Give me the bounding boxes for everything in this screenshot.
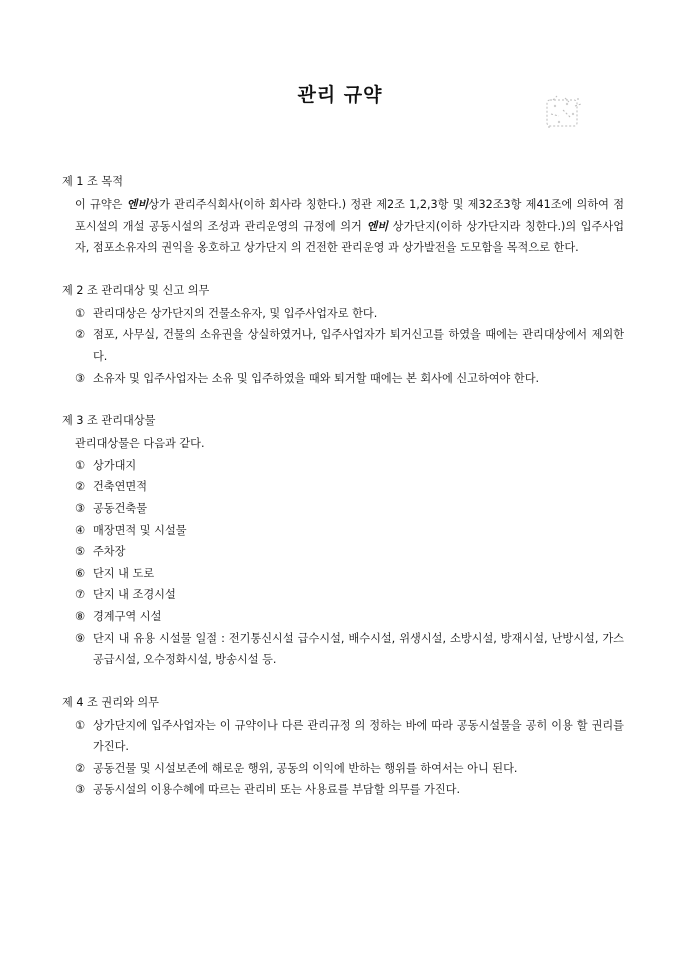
item-number: ① [75, 306, 86, 320]
para-text: 상가단지(이하 상가단지라 칭한다.)의 입주사업자, 점포소유자의 권익을 옹호하고 상가단지 의 건전한 관리운영 과 상가발전을 도모함을 목적으로 한다. [75, 219, 624, 255]
item-text: 상가단지에 입주사업자는 이 규약이나 다른 관리규정 의 정하는 바에 따라 공동시설물을 공히 이용 할 권리를 가진다. [93, 718, 624, 754]
item-text: 공동시설의 이용수혜에 따르는 관리비 또는 사용료를 부담할 의무를 가진다. [93, 783, 461, 797]
item-number: ④ [75, 523, 86, 537]
item-text: 공동건축물 [93, 501, 148, 515]
para-text: 상가 관리주식회사(이하 회사라 칭한다.) 정관 제2조 1,2,3항 및 제32조3항 제41조에 의하여 점포시설의 개설 공동시설의 조성과 관리운영의 규정에 의거 [75, 198, 625, 233]
item-text: 공동건물 및 시설보존에 해로운 행위, 공동의 이익에 반하는 행위를 하여서는 아니 된다. [93, 761, 518, 775]
item-number: ① [75, 718, 86, 732]
list-item [62, 541, 624, 563]
article-heading: 제 2 조 관리대상 및 신고 의무 [62, 283, 210, 297]
list-item [62, 715, 624, 758]
para-text: 이 규약은 [75, 198, 127, 211]
article-4 [62, 693, 624, 801]
list-item [62, 324, 624, 367]
article-heading: 제 4 조 권리와 의무 [62, 695, 159, 709]
item-text: 관리대상은 상가단지의 건물소유자, 및 입주사업자로 한다. [93, 306, 378, 320]
list-item [62, 563, 624, 585]
brand-name: 엔비 [366, 218, 389, 233]
document-title: 관리 규약 [297, 84, 383, 106]
item-number: ② [75, 480, 86, 494]
seal-stamp [545, 94, 583, 130]
list-item [62, 498, 624, 520]
item-number: ② [75, 761, 86, 775]
list-item [62, 606, 624, 628]
article-1 [62, 172, 624, 259]
list-item [62, 520, 624, 542]
item-number: ⑥ [75, 566, 86, 580]
item-number: ③ [75, 371, 86, 385]
list-item [62, 758, 624, 780]
item-text: 점포, 사무실, 건물의 소유권을 상실하였거나, 입주사업자가 퇴거신고를 하였을 때에는 관리대상에서 제외한다. [93, 328, 624, 363]
item-text: 주차장 [93, 545, 126, 559]
item-text: 단지 내 유용 시설물 일절 : 전기통신시설 급수시설, 배수시설, 위생시설, 소방시설, 방재시설, 난방시설, 가스 공급시설, 오수정화시설, 방송시설 등. [93, 631, 624, 667]
item-number: ⑤ [75, 545, 86, 559]
item-number: ⑨ [75, 631, 86, 645]
document-body [62, 172, 624, 823]
item-number: ② [75, 328, 86, 342]
article-paragraph [75, 194, 624, 259]
item-number: ③ [75, 783, 86, 797]
item-text: 소유자 및 입주사업자는 소유 및 입주하였을 때와 퇴거할 때에는 본 회사에 신고하여야 한다. [93, 371, 540, 385]
item-number: ① [75, 458, 86, 472]
article-heading: 제 1 조 목적 [62, 175, 124, 188]
article-2 [62, 281, 624, 389]
item-number: ⑧ [75, 609, 86, 623]
brand-name: 엔비 [126, 197, 149, 211]
article-intro: 관리대상물은 다음과 같다. [75, 437, 205, 451]
item-number: ③ [75, 501, 86, 515]
list-item [62, 476, 624, 498]
list-item [62, 584, 624, 606]
list-item [62, 779, 624, 801]
article-heading: 제 3 조 관리대상물 [62, 414, 156, 428]
item-text: 상가대지 [93, 458, 137, 472]
item-text: 건축연면적 [93, 480, 148, 494]
item-text: 단지 내 도로 [93, 566, 155, 580]
list-item [62, 368, 624, 390]
list-item [62, 455, 624, 477]
item-text: 매장면적 및 시설물 [93, 523, 187, 537]
article-3 [62, 411, 624, 671]
list-item [62, 303, 624, 325]
list-item [62, 628, 624, 671]
item-number: ⑦ [75, 588, 86, 602]
item-text: 단지 내 조경시설 [93, 588, 176, 602]
item-text: 경계구역 시설 [93, 609, 162, 623]
